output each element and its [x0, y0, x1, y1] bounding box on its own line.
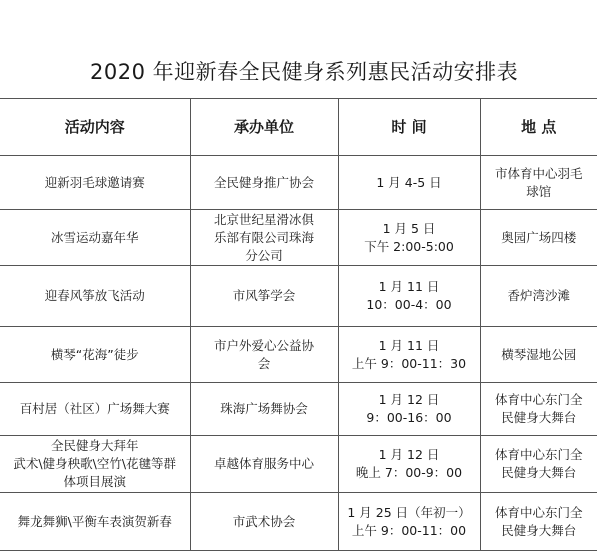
cell-organizer: 市武术协会 — [190, 493, 338, 551]
document-title: 2020 年迎新春全民健身系列惠民活动安排表 — [90, 60, 519, 84]
cell-activity: 冰雪运动嘉年华 — [0, 210, 190, 266]
cell-venue: 体育中心东门全 民健身大舞台 — [480, 493, 597, 551]
cell-activity: 百村居（社区）广场舞大赛 — [0, 383, 190, 436]
cell-time: 1 月 4-5 日 — [338, 156, 480, 210]
cell-time: 1 月 25 日（年初一） 上午 9：00-11：00 — [338, 493, 480, 551]
cell-time: 1 月 11 日 上午 9：00-11：30 — [338, 327, 480, 383]
header-time: 时 间 — [338, 99, 480, 156]
table-row — [0, 436, 597, 493]
cell-organizer: 北京世纪星滑冰俱 乐部有限公司珠海 分公司 — [190, 210, 338, 266]
table-row — [0, 210, 597, 266]
cell-venue: 体育中心东门全 民健身大舞台 — [480, 436, 597, 493]
table-row — [0, 383, 597, 436]
cell-activity: 横琴“花海”徒步 — [0, 327, 190, 383]
header-organizer: 承办单位 — [190, 99, 338, 156]
cell-organizer: 市风筝学会 — [190, 266, 338, 327]
cell-organizer: 卓越体育服务中心 — [190, 436, 338, 493]
cell-time: 1 月 5 日 下午 2:00-5:00 — [338, 210, 480, 266]
cell-activity: 全民健身大拜年 武术\健身秧歌\空竹\花毽等群 体项目展演 — [0, 436, 190, 493]
cell-venue: 奥园广场四楼 — [480, 210, 597, 266]
cell-activity: 舞龙舞狮\平衡车表演贺新春 — [0, 493, 190, 551]
table-row — [0, 327, 597, 383]
cell-organizer: 珠海广场舞协会 — [190, 383, 338, 436]
header-venue: 地 点 — [480, 99, 597, 156]
cell-organizer: 全民健身推广协会 — [190, 156, 338, 210]
header-activity: 活动内容 — [0, 99, 190, 156]
table-row — [0, 493, 597, 551]
cell-venue: 香炉湾沙滩 — [480, 266, 597, 327]
table-row — [0, 156, 597, 210]
table-row — [0, 266, 597, 327]
table-header-row — [0, 99, 597, 156]
cell-activity: 迎春风筝放飞活动 — [0, 266, 190, 327]
cell-venue: 横琴湿地公园 — [480, 327, 597, 383]
cell-time: 1 月 12 日 9：00-16：00 — [338, 383, 480, 436]
cell-time: 1 月 11 日 10：00-4：00 — [338, 266, 480, 327]
cell-venue: 体育中心东门全 民健身大舞台 — [480, 383, 597, 436]
cell-time: 1 月 12 日 晚上 7：00-9：00 — [338, 436, 480, 493]
cell-organizer: 市户外爱心公益协 会 — [190, 327, 338, 383]
activity-schedule-table — [0, 98, 597, 551]
cell-venue: 市体育中心羽毛 球馆 — [480, 156, 597, 210]
cell-activity: 迎新羽毛球邀请赛 — [0, 156, 190, 210]
